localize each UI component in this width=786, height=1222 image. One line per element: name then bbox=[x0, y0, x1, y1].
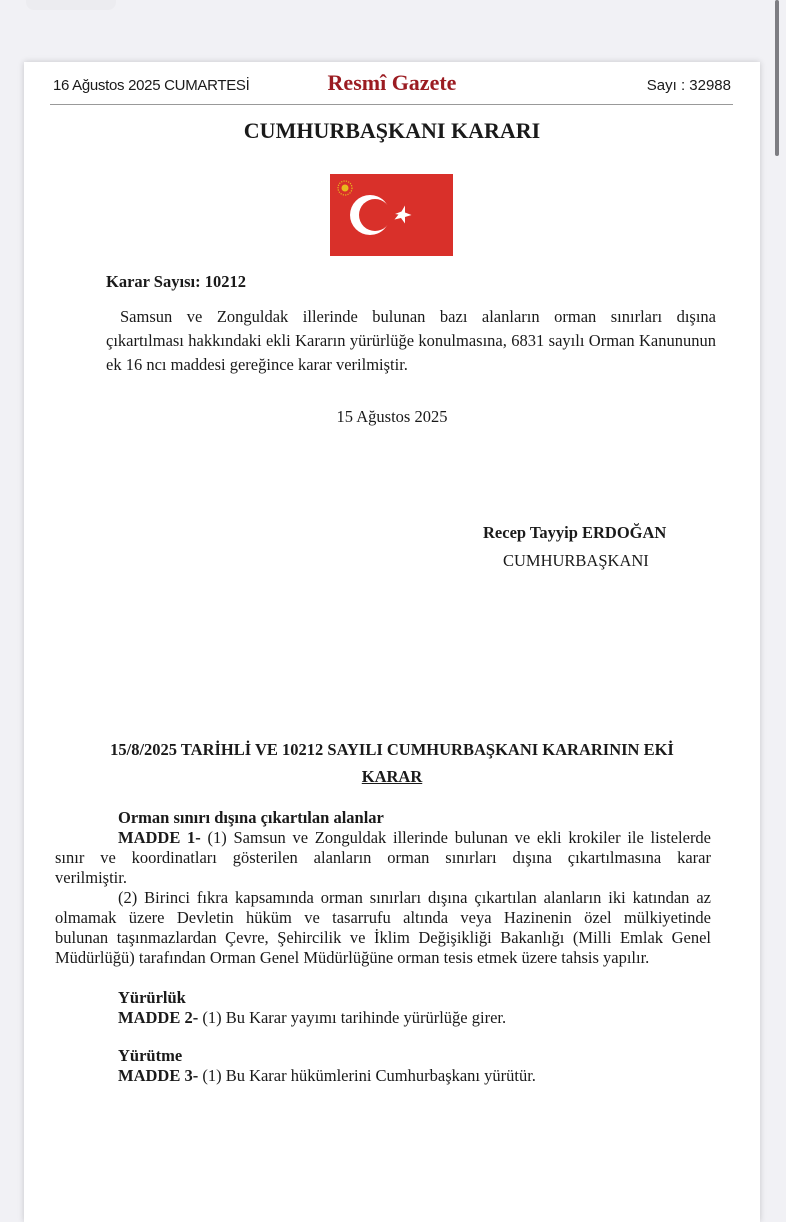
signatory-name: Recep Tayyip ERDOĞAN bbox=[483, 523, 667, 542]
browser-toolbar-chip bbox=[26, 0, 116, 10]
section-title: Yürütme bbox=[118, 1046, 183, 1065]
article-text: (1) Samsun ve Zonguldak illerinde bulunan ve ekli krokiler ile listelerde bbox=[200, 828, 712, 847]
annex-subheading: KARAR bbox=[361, 767, 423, 786]
article-1-line: Müdürlüğü) tarafından Orman Genel Müdürlüğüne orman tesis etmek üzere tahsis yapılır. bbox=[55, 948, 650, 967]
article-label: MADDE 1- bbox=[118, 828, 201, 847]
article-label: MADDE 2- bbox=[118, 1008, 199, 1027]
intro-line: Samsun ve Zonguldak illerinde bulunan bazı alanların orman sınırları dışına bbox=[120, 307, 716, 326]
turkish-flag-icon bbox=[330, 174, 453, 256]
decision-number: Karar Sayısı: 10212 bbox=[106, 272, 246, 291]
article-text: (1) Bu Karar hükümlerini Cumhurbaşkanı yürütür. bbox=[198, 1066, 536, 1085]
annex-body bbox=[55, 808, 711, 1086]
page-title: CUMHURBAŞKANI KARARI bbox=[243, 118, 541, 143]
section-title: Yürürlük bbox=[118, 988, 186, 1007]
article-2-line bbox=[55, 1008, 711, 1028]
intro-paragraph bbox=[106, 305, 716, 377]
issue-number: Sayı : 32988 bbox=[646, 77, 731, 94]
intro-line: çıkartılması hakkındaki ekli Kararın yürürlüğe konulmasına, 6831 sayılı Orman Kanununun bbox=[106, 331, 716, 350]
intro-line: ek 16 ncı maddesi gereğince karar verilmiştir. bbox=[106, 355, 408, 374]
article-1-line: verilmiştir. bbox=[55, 868, 127, 887]
article-3-line bbox=[55, 1066, 711, 1086]
article-1-line: sınır ve koordinatları gösterilen alanların orman sınırları dışına çıkartılmasına karar bbox=[55, 848, 711, 867]
article-1-line: bulunan taşınmazlardan Çevre, Şehircilik ve İklim Değişikliği Bakanlığı (Milli Emlak Genel bbox=[55, 928, 711, 947]
annex-subheading-wrap bbox=[24, 765, 760, 789]
gazette-title: Resmî Gazete bbox=[327, 70, 457, 95]
header-date: 16 Ağustos 2025 CUMARTESİ bbox=[53, 77, 250, 94]
article-text: (1) Bu Karar yayımı tarihinde yürürlüğe girer. bbox=[198, 1008, 507, 1027]
annex-heading: 15/8/2025 TARİHLİ VE 10212 SAYILI CUMHURBAŞKANI KARARININ EKİ bbox=[110, 740, 674, 759]
article-1-line bbox=[55, 828, 711, 848]
signatory-role: CUMHURBAŞKANI bbox=[503, 551, 649, 570]
article-1-line: olmamak üzere Devletin hüküm ve tasarrufu altında veya Hazinenin özel mülkiyetinde bbox=[55, 908, 711, 927]
article-label: MADDE 3- bbox=[118, 1066, 199, 1085]
header-divider bbox=[50, 104, 733, 105]
section-title: Orman sınırı dışına çıkartılan alanlar bbox=[118, 808, 384, 827]
scrollbar[interactable] bbox=[775, 0, 779, 156]
article-1-line: (2) Birinci fıkra kapsamında orman sınırları dışına çıkartılan alanların iki katından az bbox=[118, 888, 711, 907]
gazette-page bbox=[24, 62, 760, 1222]
decision-date: 15 Ağustos 2025 bbox=[336, 407, 448, 426]
